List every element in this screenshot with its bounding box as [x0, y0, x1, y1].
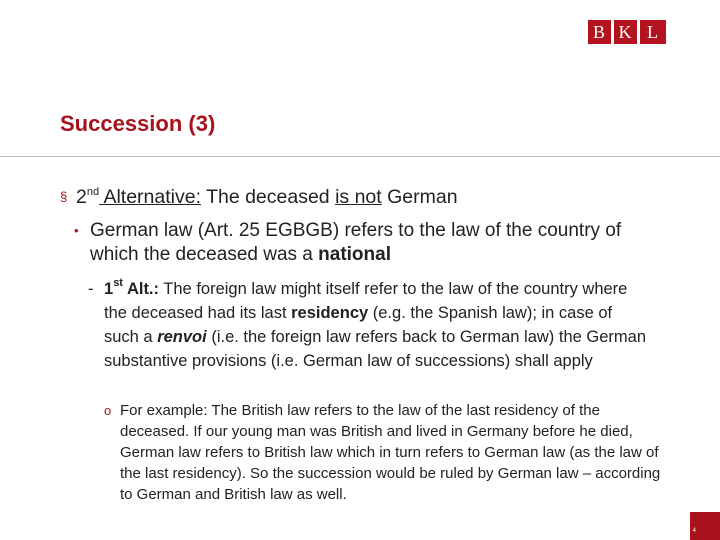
bullet-level-2: [74, 219, 634, 267]
bullet-level-4: [104, 400, 664, 505]
dash-marker: -: [88, 280, 94, 298]
bullet-text-end: German: [381, 186, 458, 208]
title-divider: [0, 156, 720, 157]
bullet-text: German law (Art. 25 EGBGB) refers to the law of the country of which the deceased was a: [90, 220, 622, 265]
slide-title: Succession (3): [60, 111, 216, 136]
alternative-label: Alternative:: [99, 186, 201, 208]
ordinal-suffix: nd: [86, 186, 100, 198]
logo-letter-b: B: [588, 20, 611, 44]
bullet-text-part-1: The foreign law might itself refer to the law of the country where the deceased had its last: [104, 280, 628, 322]
firm-logo: [588, 20, 666, 44]
bullet-level-1: [60, 185, 458, 209]
bullet-text: For example: The British law refers to the law of the last residency of the deceased. If our young man was British and lived in Germany before he died, German law refers to British law which in turn refers to German law (as the law of the last residency). So the succession would be ruled by German law – according to German and British law as well.: [120, 402, 661, 503]
first-alt-label: 1st Alt.:: [104, 277, 160, 298]
emphasis-national: national: [318, 244, 391, 265]
bullet-text-part-2: (e.g. the Spanish law); in case of such a: [104, 304, 613, 346]
ordinal-number: 2: [76, 186, 87, 208]
section-marker: §: [60, 189, 68, 204]
page-number: 4: [692, 528, 696, 534]
circle-marker: o: [104, 403, 112, 418]
emphasis-is-not: is not: [335, 186, 382, 208]
bullet-text: The deceased: [201, 186, 336, 208]
bullet-level-3: [88, 277, 648, 373]
page-number-bar: [690, 512, 720, 540]
logo-letter-k: K: [614, 20, 637, 44]
emphasis-renvoi: renvoi: [157, 328, 207, 346]
bullet-text-part-3: (i.e. the foreign law refers back to German law) the German substantive provisions (i.e. German law of successions) shall apply: [104, 328, 646, 370]
emphasis-residency: residency: [291, 304, 369, 322]
logo-letter-l: L: [640, 20, 666, 44]
bullet-dot-marker: •: [74, 223, 79, 238]
